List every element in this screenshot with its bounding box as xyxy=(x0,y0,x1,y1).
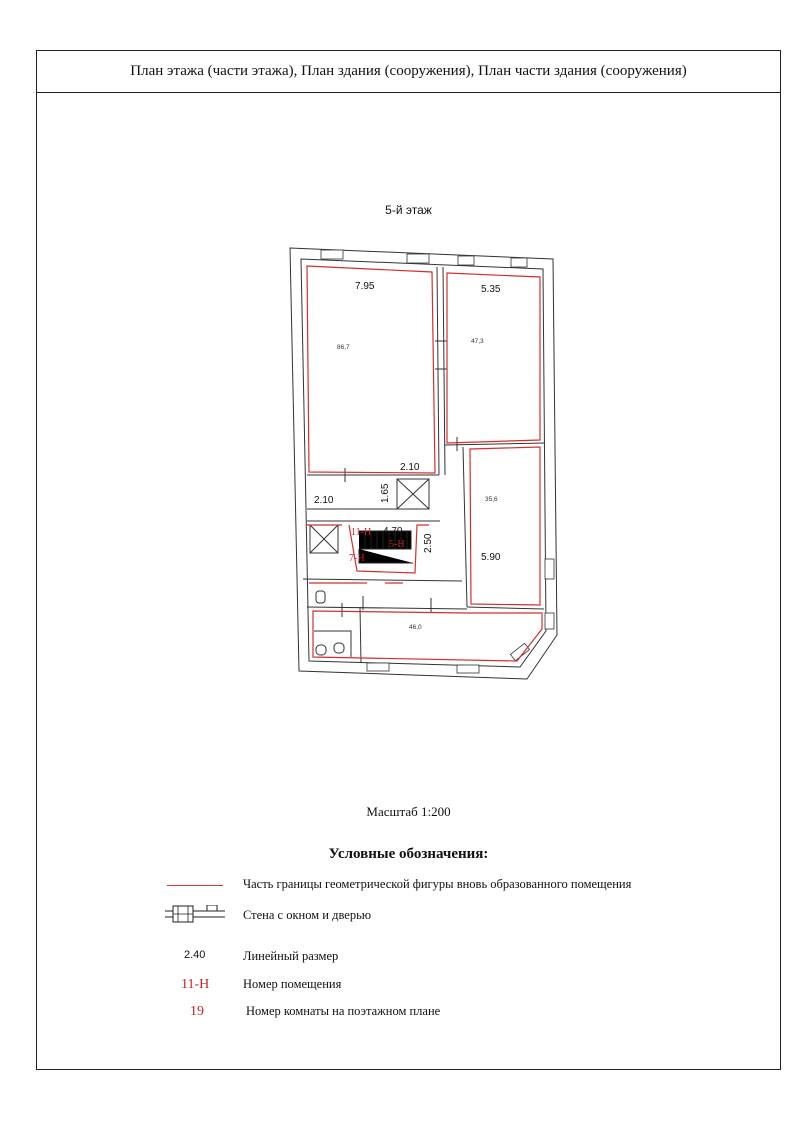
interior-walls xyxy=(303,267,544,663)
legend-title: Условные обозначения: xyxy=(328,846,489,862)
legend-symbol: 2.40 xyxy=(184,949,206,961)
scale-label: Масштаб 1:200 xyxy=(366,804,451,819)
legend-symbol: 11-Н xyxy=(181,977,210,992)
area-label: 86,7 xyxy=(337,344,350,351)
legend-symbol: 19 xyxy=(190,1004,204,1019)
boundary-lines xyxy=(307,266,542,661)
room-number: 7-Н xyxy=(349,553,365,564)
area-label: 46,0 xyxy=(409,624,422,631)
legend-text: Часть границы геометрической фигуры вновь образованного помещения xyxy=(243,877,632,891)
boundary-line-symbol xyxy=(167,885,223,886)
dimension-label: 2.10 xyxy=(314,495,334,506)
legend-text: Номер комнаты на поэтажном плане xyxy=(246,1004,441,1018)
area-label: 47,3 xyxy=(471,338,484,345)
floor-label: 5-й этаж xyxy=(385,203,432,217)
room-number: 5-Н xyxy=(389,539,405,550)
area-label: 35,6 xyxy=(485,496,498,503)
legend-text: Линейный размер xyxy=(243,949,339,963)
dimension-label: 4.70 xyxy=(383,526,403,537)
sheet-title: План этажа (части этажа), План здания (сооружения), План части здания (сооружения) xyxy=(130,63,687,79)
dimension-label: 5.35 xyxy=(481,284,501,295)
dimension-label: 7.95 xyxy=(355,281,375,292)
dimension-label: 1.65 xyxy=(380,483,391,503)
dimension-label: 2.10 xyxy=(400,462,420,473)
legend-text: Номер помещения xyxy=(243,977,342,991)
room-number: 11-Н xyxy=(351,527,372,538)
dimension-label: 5.90 xyxy=(481,552,501,563)
area-labels xyxy=(337,338,498,631)
dimension-label: 2.50 xyxy=(423,533,434,553)
wall-window-door-icon xyxy=(163,905,227,923)
floor-plan xyxy=(37,51,782,1071)
legend-text: Стена с окном и дверью xyxy=(243,908,372,922)
drawing-sheet xyxy=(36,50,781,1070)
outer-walls xyxy=(290,248,557,679)
